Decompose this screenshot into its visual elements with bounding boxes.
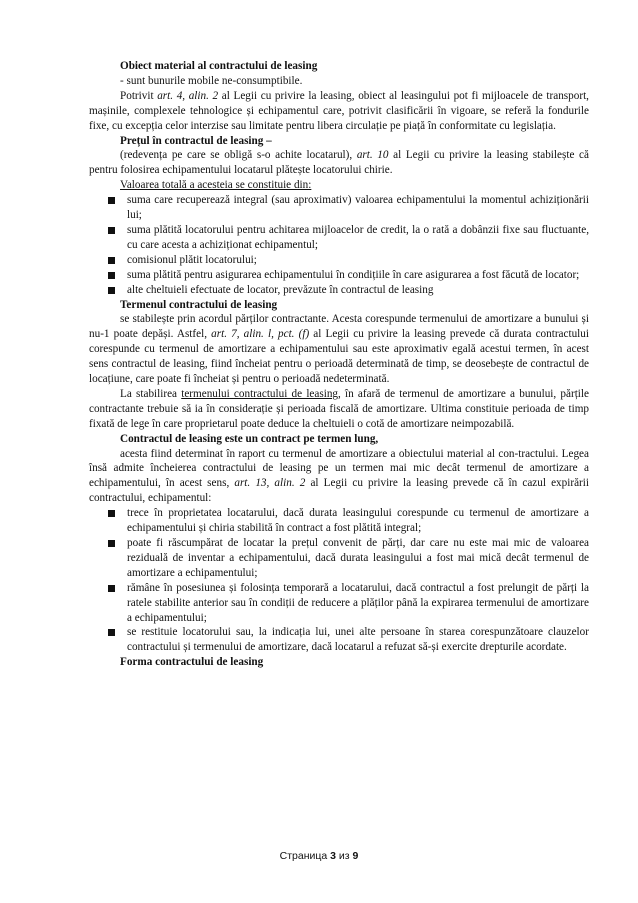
total-pages-number: 9	[352, 850, 359, 862]
law-reference: art. 13, alin. 2	[234, 477, 306, 490]
square-bullet-icon	[108, 227, 115, 234]
law-reference: art. 4, alin. 2	[157, 89, 219, 102]
law-reference: art. 10	[356, 149, 389, 162]
square-bullet-icon	[108, 257, 115, 264]
list-item: rămâne în posesiunea și folosința temporară a locatarului, dacă contractul a fost prelungit de părți la ratele stabilite anterior sau în condiții de reducere a plăților până la expirarea termenului de amortizare a echipamentului;	[89, 581, 589, 626]
term-paragraph-1: se stabilește prin acordul părților contractante. Acesta corespunde termenului de amortizare a bunului și nu-1 poate depăși. Astfel, art. 7, alin. l, pct. (f) al Legii cu privire la leasing prevede că durata contractului corespunde cu termenul de amortizare a echipamentului sau este aproximativ egală acestui termen, în acest sens contractul de leasing, fiind încheiat pentru o perioadă determinată de timp, se deosebește de contractul de locațiune, care poate fi încheiat și pentru o perioadă nedeterminată.	[89, 313, 589, 386]
list-item: comisionul plătit locatorului;	[89, 253, 589, 268]
section-title-object: Obiect material al contractului de leasing	[120, 60, 318, 72]
square-bullet-icon	[108, 287, 115, 294]
object-paragraph: Potrivit art. 4, alin. 2 al Legii cu privire la leasing, obiect al leasingului pot fi mijloacele de transport, mașinile, complexele tehnologice și echipamentul care, potrivit clasificării în vigoare, se referă la fondurile fixe, cu excepția celor interzise sau limitate pentru libera circulație pe piață în conformitate cu legislația.	[89, 89, 589, 132]
list-item: suma plătită pentru asigurarea echipamentului în condițiile în care asigurarea a fost făcută de locator;	[89, 268, 589, 283]
price-paragraph: (redevența pe care se obligă s-o achite locatarul), art. 10 al Legii cu privire la leasing stabilește că pentru folosirea echipamentului locatarul plătește locatorului chirie.	[89, 149, 589, 177]
square-bullet-icon	[108, 272, 115, 279]
section-title-term: Termenul contractului de leasing	[120, 298, 278, 311]
square-bullet-icon	[108, 629, 115, 636]
square-bullet-icon	[108, 585, 115, 592]
page-content	[89, 59, 589, 670]
long-term-paragraph: acesta fiind determinat în raport cu termenul de amortizare a obiectului material al con-tractului. Legea însă admite încheierea contractului de leasing pe un termen mai mic decât termenul de amortizare a echipamentului, în acest sens, art. 13, alin. 2 al Legii cu privire la leasing prevede că în cazul expirării contractului, echipamentul:	[89, 447, 589, 505]
section-title-form: Forma contractului de leasing	[120, 656, 264, 669]
current-page-number: 3	[330, 850, 336, 862]
section-title-long-term: Contractul de leasing este un contract pe termen lung,	[120, 432, 379, 445]
square-bullet-icon	[108, 197, 115, 204]
expiry-outcomes-list	[89, 506, 589, 655]
square-bullet-icon	[108, 510, 115, 517]
price-subheading: Valoarea totală a acesteia se constituie din:	[120, 179, 312, 192]
price-components-list	[89, 193, 589, 297]
list-item: trece în proprietatea locatarului, dacă durata leasingului corespunde cu termenul de amortizare a echipamentului și chiria stabilită în contract a fost plătită integral;	[89, 506, 589, 536]
list-item: suma care recuperează integral (sau aproximativ) valoarea echipamentului la momentul achiziționării lui;	[89, 193, 589, 223]
list-item: se restituie locatorului sau, la indicația lui, unei alte persoane în starea corespunzătoare clauzelor contractului și termenului de amortizare, dacă locatarul a refuzat să-și exercite drepturile acordate.	[89, 625, 589, 655]
page-footer: Страница 3 из 9	[279, 850, 359, 862]
law-reference: art. 7, alin. l, pct. (f)	[211, 328, 310, 341]
list-item: suma plătită locatorului pentru achitarea mijloacelor de credit, la o rată a dobânzii fixe sau fluctuante, cu care acesta a achiziționat echipamentul;	[89, 223, 589, 253]
term-paragraph-2: La stabilirea termenului contractului de leasing, în afară de termenul de amortizare a bunului, părțile contractante trebuie să ia în considerație și perioada fiscală de amortizare. Ultima constituie perioada de timp fixată de lege în care proprietarul poate deduce la cheltuieli o cotă de amortizare neimpozabilă.	[89, 387, 589, 430]
section-title-price: Prețul în contractul de leasing –	[120, 134, 272, 147]
list-item: alte cheltuieli efectuate de locator, prevăzute în contractul de leasing	[89, 283, 589, 298]
square-bullet-icon	[108, 540, 115, 547]
list-item: poate fi răscumpărat de locatar la prețul convenit de părți, dar care nu este mai mic de valoarea reziduală de inventar a echipamentului, dacă durata leasingului a fost mai mică decât termenul de amortizare a echipamentului;	[89, 536, 589, 581]
object-description: - sunt bunurile mobile ne-consumptibile.	[120, 74, 303, 87]
